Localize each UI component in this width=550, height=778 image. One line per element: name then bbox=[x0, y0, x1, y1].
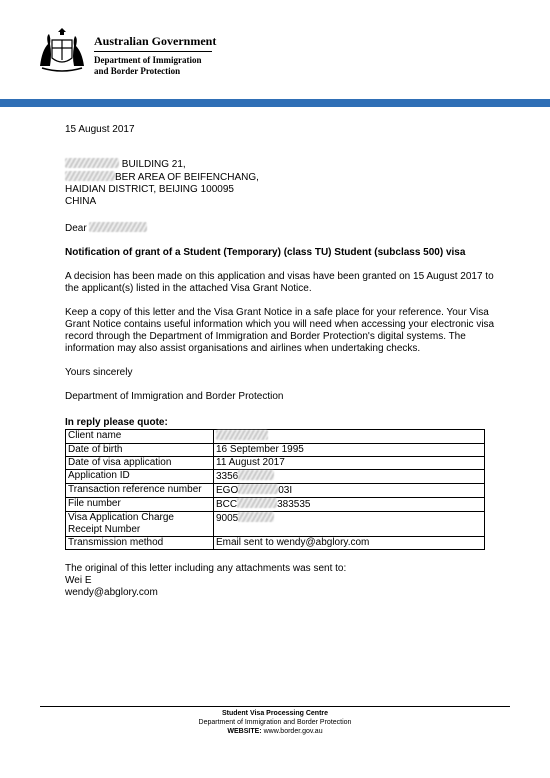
letter-date: 15 August 2017 bbox=[65, 124, 135, 135]
recipient-name: Wei E bbox=[65, 575, 92, 586]
row-label: Transaction reference number bbox=[66, 484, 214, 498]
row-label: File number bbox=[66, 498, 214, 512]
header-band bbox=[0, 99, 550, 107]
row-label: Date of visa application bbox=[66, 457, 214, 470]
address-line-3: HAIDIAN DISTRICT, BEIJING 100095 bbox=[65, 184, 234, 195]
reference-table bbox=[65, 429, 485, 550]
paragraph-keep-copy: Keep a copy of this letter and the Visa Grant Notice in a safe place for your reference. Your Visa Grant Notice contains useful information which you will need when accessing your electronic visa record through the Department of Immigration and Border Protection's digital systems. The information may also assist organisations and airlines when undertaking checks. bbox=[65, 307, 495, 354]
footer-centre: Student Visa Processing Centre bbox=[221, 710, 329, 717]
footer-website-link[interactable]: www.border.gov.au bbox=[263, 728, 323, 735]
table-row bbox=[66, 484, 485, 498]
government-name: Australian Government bbox=[94, 34, 217, 48]
row-value: Email sent to wendy@abglory.com bbox=[214, 537, 485, 550]
letter-body bbox=[65, 124, 495, 599]
footer-rule bbox=[40, 706, 510, 707]
table-row bbox=[66, 498, 485, 512]
salutation-text: Dear bbox=[65, 223, 87, 234]
letter-subject: Notification of grant of a Student (Temporary) (class TU) Student (subclass 500) visa bbox=[65, 247, 466, 258]
redacted-text bbox=[238, 512, 274, 522]
table-row bbox=[66, 430, 485, 444]
letterhead bbox=[36, 26, 336, 86]
footer-website-line bbox=[40, 727, 510, 736]
row-value: 11 August 2017 bbox=[214, 457, 485, 470]
address-line-1: BUILDING 21, bbox=[121, 159, 186, 170]
redacted-text bbox=[65, 171, 115, 181]
salutation bbox=[65, 222, 495, 235]
closing: Yours sincerely bbox=[65, 367, 133, 378]
table-row bbox=[66, 537, 485, 550]
row-value: BCC 383535 bbox=[214, 498, 485, 512]
row-value: 16 September 1995 bbox=[214, 444, 485, 457]
table-row bbox=[66, 444, 485, 457]
address-block bbox=[65, 158, 495, 208]
address-line-2: BER AREA OF BEIFENCHANG, bbox=[115, 172, 259, 183]
row-label: Client name bbox=[66, 430, 214, 444]
row-value: 9005 bbox=[214, 512, 485, 537]
row-label: Transmission method bbox=[66, 537, 214, 550]
row-label: Visa Application Charge Receipt Number bbox=[66, 512, 214, 537]
row-value bbox=[214, 430, 485, 444]
row-value: EGO 03I bbox=[214, 484, 485, 498]
redacted-text bbox=[237, 498, 277, 508]
letterhead-rule bbox=[94, 51, 212, 52]
address-line-4: CHINA bbox=[65, 196, 97, 207]
footer-website-label: WEBSITE: bbox=[227, 728, 262, 735]
footer-department: Department of Immigration and Border Protection bbox=[198, 719, 352, 726]
redacted-text bbox=[238, 470, 274, 480]
row-value: 3356 bbox=[214, 470, 485, 484]
redacted-text bbox=[238, 484, 278, 494]
redacted-text bbox=[65, 158, 119, 168]
quote-heading: In reply please quote: bbox=[65, 417, 168, 428]
row-label: Application ID bbox=[66, 470, 214, 484]
table-row bbox=[66, 457, 485, 470]
department-name-line1: Department of Immigration bbox=[94, 55, 202, 65]
table-row bbox=[66, 470, 485, 484]
footer bbox=[40, 706, 510, 736]
paragraph-decision: A decision has been made on this application and visas have been granted on 15 August 2017 to the applicant(s) listed in the attached Visa Grant Notice. bbox=[65, 271, 494, 294]
original-sent-note: The original of this letter including any attachments was sent to: bbox=[65, 563, 347, 574]
recipient-email: wendy@abglory.com bbox=[65, 587, 158, 598]
signatory: Department of Immigration and Border Protection bbox=[65, 391, 284, 402]
redacted-text bbox=[216, 430, 268, 440]
row-label: Date of birth bbox=[66, 444, 214, 457]
department-name-line2: and Border Protection bbox=[94, 66, 181, 76]
table-row bbox=[66, 512, 485, 537]
redacted-text bbox=[89, 222, 147, 232]
coat-of-arms-icon bbox=[36, 26, 88, 78]
